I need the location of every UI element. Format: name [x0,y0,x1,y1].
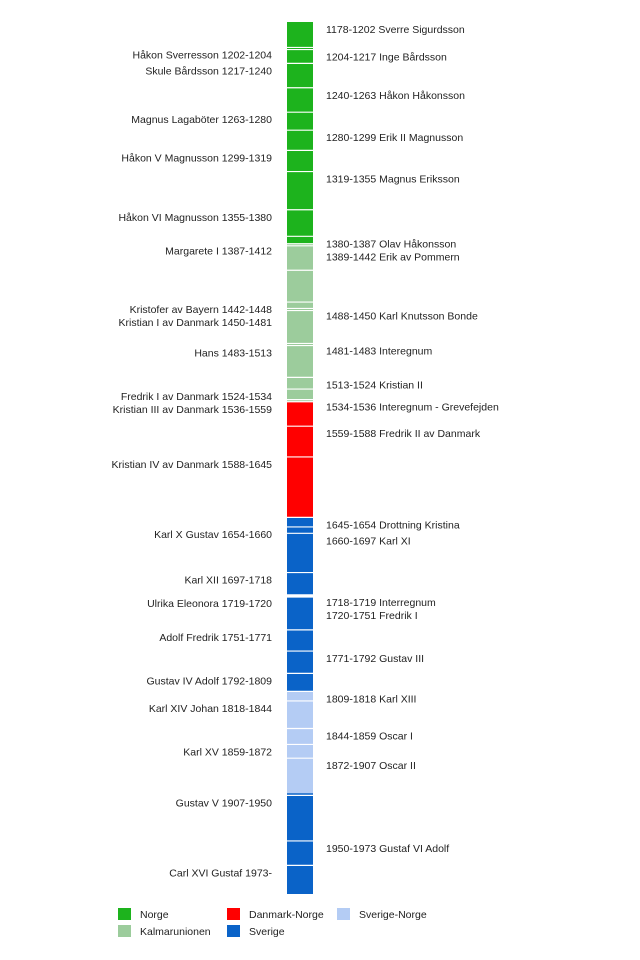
right-label-1178-1202-sverre-sigurdsson: 1178-1202 Sverre Sigurdsson [326,24,465,36]
right-label-1809-1818-karl-xiii: 1809-1818 Karl XIII [326,693,417,706]
right-label-1771-1792-gustav-iii: 1771-1792 Gustav III [326,653,425,666]
right-label-1240-1263-hakon-hakonsson: 1240-1263 Håkon Håkonsson [326,89,465,102]
left-label-skule-bardsson-1217-1240: Skule Bårdsson 1217-1240 [145,65,272,78]
legend-swatch-danmark-norge [227,908,240,920]
period-segment-sverige-6 [287,517,313,691]
left-label-kristian-iv-av-danmark-1588-1645: Kristian IV av Danmark 1588-1645 [111,458,272,471]
legend [118,908,427,938]
left-label-kristian-i-av-danmark-1450-1481: Kristian I av Danmark 1450-1481 [118,317,272,330]
period-segment-kalmarunionen-3 [287,244,313,388]
right-labels [326,24,499,855]
left-label-gustav-v-1907-1950: Gustav V 1907-1950 [175,797,272,810]
legend-swatch-sverige-norge [337,908,350,920]
period-segment-norge-1 [287,50,313,237]
left-label-ulrika-eleonora-1719-1720: Ulrika Eleonora 1719-1720 [147,597,272,610]
legend-swatch-sverige [227,925,240,937]
right-label-1534-1536-interegnum-grevefejden: 1534-1536 Interegnum - Grevefejden [326,401,499,414]
left-label-hakon-vi-magnusson-1355-1380: Håkon VI Magnusson 1355-1380 [118,211,272,224]
left-label-kristofer-av-bayern-1442-1448: Kristofer av Bayern 1442-1448 [129,304,272,317]
right-label-1319-1355-magnus-eriksson: 1319-1355 Magnus Eriksson [326,173,460,186]
period-segment-norge-2 [287,236,313,243]
right-label-1380-1387-olav-hakonsson: 1380-1387 Olav Håkonsson [326,238,457,251]
right-label-1720-1751-fredrik-i: 1720-1751 Fredrik I [326,609,418,622]
right-label-1513-1524-kristian-ii: 1513-1524 Kristian II [326,379,423,392]
left-label-magnus-lagaboter-1263-1280: Magnus Lagaböter 1263-1280 [131,114,272,127]
right-label-1718-1719-interregnum: 1718-1719 Interregnum [326,596,436,609]
left-label-kristian-iii-av-danmark-1536-1559: Kristian III av Danmark 1536-1559 [112,404,272,417]
legend-label-kalmarunionen: Kalmarunionen [140,926,211,938]
left-label-fredrik-i-av-danmark-1524-1534: Fredrik I av Danmark 1524-1534 [120,391,272,404]
left-label-adolf-fredrik-1751-1771: Adolf Fredrik 1751-1771 [159,631,272,644]
legend-swatch-kalmarunionen [118,925,131,937]
right-label-1872-1907-oscar-ii: 1872-1907 Oscar II [326,760,416,773]
right-label-1389-1442-erik-av-pommern: 1389-1442 Erik av Pommern [326,251,460,264]
left-label-hakon-sverresson-1202-1204: Håkon Sverresson 1202-1204 [132,49,272,62]
period-segment-norge-0 [287,22,313,50]
right-label-1481-1483-interegnum: 1481-1483 Interegnum [326,345,433,358]
legend-label-sverige-norge: Sverige-Norge [359,909,427,921]
left-labels [112,49,273,879]
period-segment-sverige-norge-7 [287,691,313,793]
legend-label-danmark-norge: Danmark-Norge [249,909,324,921]
right-label-1280-1299-erik-ii-magnusson: 1280-1299 Erik II Magnusson [326,132,464,145]
left-label-karl-x-gustav-1654-1660: Karl X Gustav 1654-1660 [154,528,272,541]
legend-label-sverige: Sverige [249,926,285,938]
left-label-gustav-iv-adolf-1792-1809: Gustav IV Adolf 1792-1809 [146,675,272,688]
left-label-margarete-i-1387-1412: Margarete I 1387-1412 [165,245,272,258]
right-label-1844-1859-oscar-i: 1844-1859 Oscar I [326,730,413,743]
left-label-karl-xii-1697-1718: Karl XII 1697-1718 [184,574,272,587]
right-label-1559-1588-fredrik-ii-av-danmark: 1559-1588 Fredrik II av Danmark [326,428,481,441]
right-label-1950-1973-gustaf-vi-adolf: 1950-1973 Gustaf VI Adolf [326,842,450,855]
legend-label-norge: Norge [140,909,169,921]
left-label-carl-xvi-gustaf-1973: Carl XVI Gustaf 1973- [169,867,272,880]
right-label-1645-1654-drottning-kristina: 1645-1654 Drottning Kristina [326,519,460,532]
left-label-hans-1483-1513: Hans 1483-1513 [194,347,272,360]
left-label-karl-xiv-johan-1818-1844: Karl XIV Johan 1818-1844 [148,702,272,715]
timeline-bar [287,22,313,894]
right-label-1488-1450-karl-knutsson-bonde: 1488-1450 Karl Knutsson Bonde [326,310,478,323]
right-label-1204-1217-inge-bardsson: 1204-1217 Inge Bårdsson [326,51,447,64]
period-segment-danmark-norge-5 [287,402,313,518]
left-label-karl-xv-1859-1872: Karl XV 1859-1872 [183,746,272,759]
left-label-hakon-v-magnusson-1299-1319: Håkon V Magnusson 1299-1319 [121,152,272,165]
right-label-1660-1697-karl-xi: 1660-1697 Karl XI [326,535,411,548]
period-segment-sverige-8 [287,793,313,894]
legend-swatch-norge [118,908,131,920]
